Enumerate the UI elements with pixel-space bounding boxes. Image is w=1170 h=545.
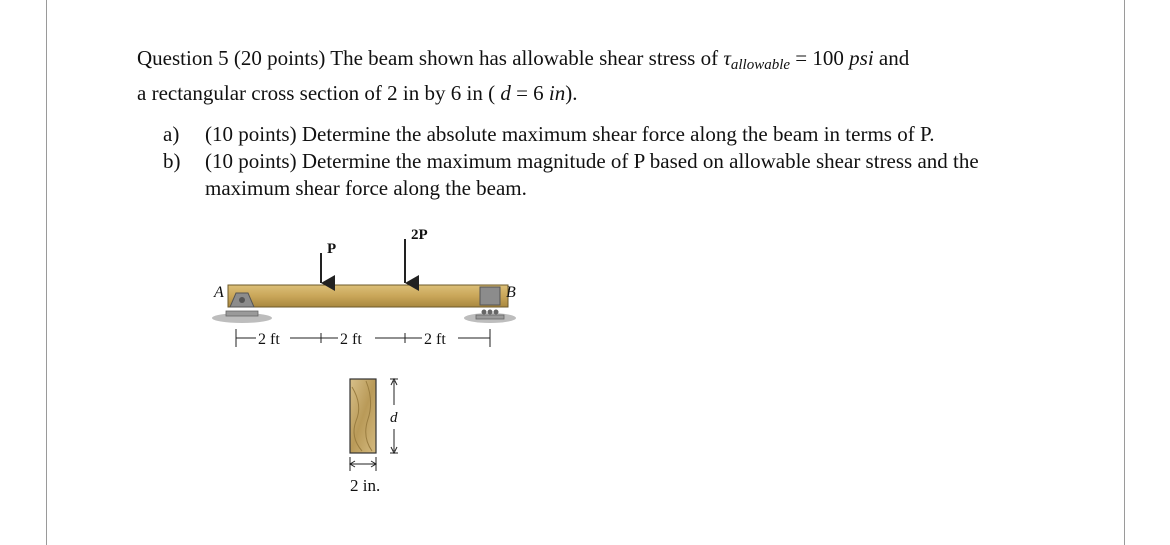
- section-width-label: 2 in.: [350, 476, 381, 495]
- dim-label-3: 2 ft: [424, 331, 446, 348]
- cross-section: [350, 379, 376, 453]
- section-width-dimension: [350, 457, 376, 471]
- tau-subscript: allowable: [730, 57, 791, 73]
- d-unit: in: [548, 81, 566, 105]
- beam: [228, 285, 508, 307]
- question-line-1: [137, 44, 1037, 79]
- d-symbol: d: [500, 81, 511, 105]
- stress-value: = 100: [790, 46, 850, 70]
- page-border-left: [46, 0, 47, 545]
- page-border-right: [1124, 0, 1125, 545]
- part-a-text: (10 points) Determine the absolute maximum shear force along the beam in terms of P.: [205, 122, 935, 146]
- beam-figure: [200, 215, 540, 505]
- question-line-2: [137, 79, 1037, 107]
- d-value: = 6: [510, 81, 549, 105]
- load-p-label: P: [327, 241, 337, 257]
- tau-symbol: τ: [723, 46, 731, 70]
- section-depth-label: d: [390, 410, 398, 426]
- question-line2-end: ).: [565, 81, 578, 105]
- question-line2-start: a rectangular cross section of 2 in by 6 in (: [137, 81, 501, 105]
- support-b-label: B: [506, 284, 516, 301]
- question-intro: Question 5 (20 points) The beam shown has allowable shear stress of: [137, 46, 724, 70]
- question-and: and: [873, 46, 910, 70]
- load-2p-label: 2P: [411, 227, 428, 243]
- part-a-label: a): [163, 122, 180, 146]
- part-a: [163, 121, 1037, 148]
- dim-label-1: 2 ft: [258, 331, 280, 348]
- part-b-label: b): [163, 149, 181, 173]
- part-b: [163, 148, 1037, 202]
- question-text: [137, 44, 1037, 202]
- part-b-text: (10 points) Determine the maximum magnitude of P based on allowable shear stress and the maximum shear force along the beam.: [205, 149, 979, 200]
- question-parts: [137, 121, 1037, 202]
- dim-label-2: 2 ft: [340, 331, 362, 348]
- support-a-label: A: [214, 284, 224, 301]
- beam-diagram: [200, 215, 540, 505]
- stress-unit: psi: [849, 46, 874, 70]
